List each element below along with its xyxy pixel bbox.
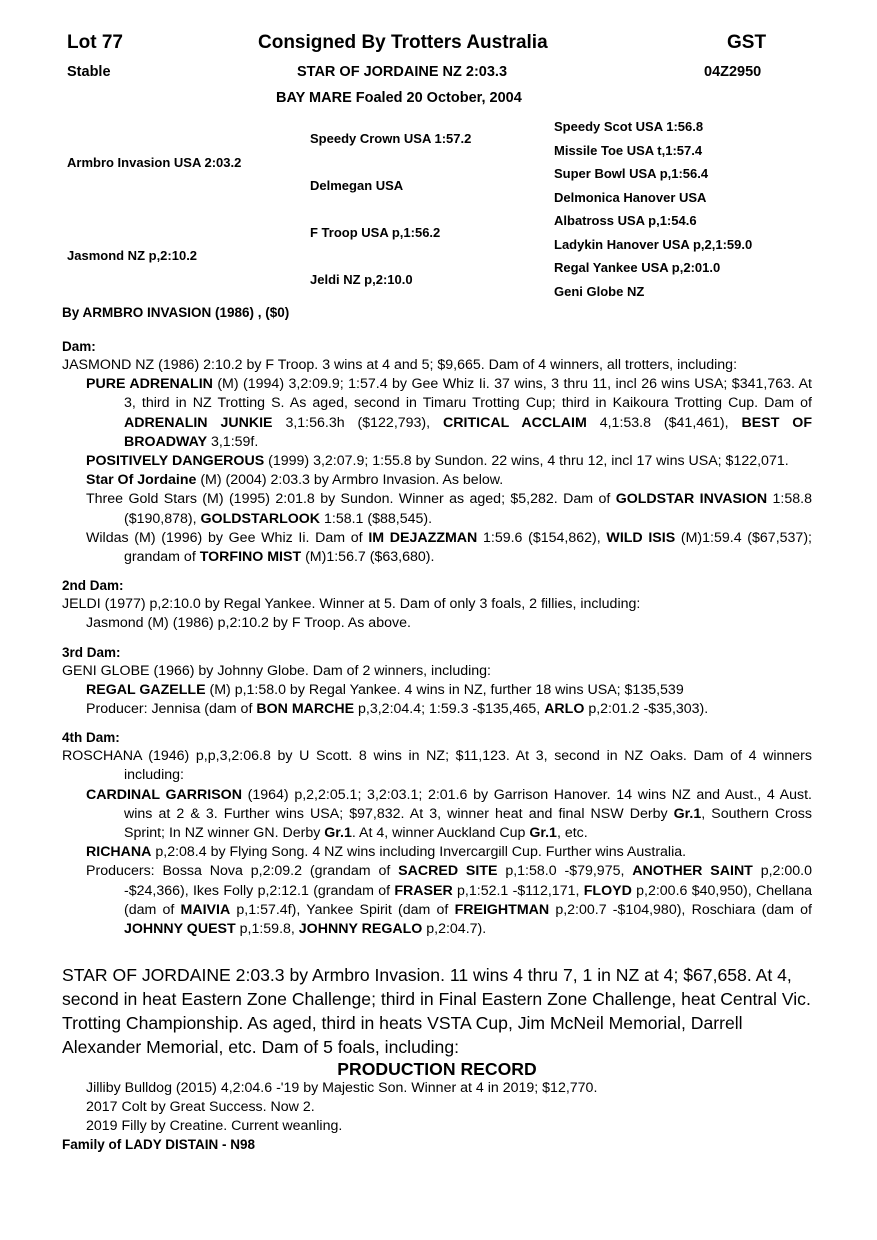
second-dam-heading: 2nd Dam:: [62, 578, 124, 594]
gst-label: GST: [727, 32, 767, 53]
pedigree-dam-dam: Jeldi NZ p,2:10.0: [310, 272, 413, 287]
consignor: Consigned By Trotters Australia: [258, 32, 548, 53]
pedigree-sire: Armbro Invasion USA 2:03.2: [67, 155, 242, 170]
dam-intro: JASMOND NZ (1986) 2:10.2 by F Troop. 3 wins at 4 and 5; $9,665. Dam of 4 winners, all trotters, including:: [62, 357, 738, 373]
pedigree-gen3: Speedy Scot USA 1:56.8: [554, 119, 704, 134]
horse-id: 04Z2950: [704, 64, 762, 80]
horse-name: CARDINAL GARRISON: [86, 786, 242, 803]
dam-entry: Three Gold Stars (M) (1995) 2:01.8 by Sundon. Winner as aged; $5,282. Dam of GOLDSTAR INVASION 1:58.8 ($190,878), GOLDSTARLOOK 1:58.1 ($88,545).: [86, 491, 812, 527]
fourth-dam-entry: CARDINAL GARRISON (1964) p,2,2:05.1; 3,2:03.1; 2:01.6 by Garrison Hanover. 14 wins NZ and Aust., 4 Aust. wins at 2 & 3. Further wins USA; $97,832. At 3, winner heat and final NSW Derby Gr.1, Southern Cross Sprint; In NZ winner GN. Derby Gr.1. At 4, winner Auckland Cup Gr.1, etc.: [86, 786, 812, 842]
lot-number: Lot 77: [67, 32, 123, 53]
third-dam-entry: REGAL GAZELLE (M) p,1:58.0 by Regal Yankee. 4 wins in NZ, further 18 wins USA; $135,539: [86, 681, 684, 698]
pedigree-sire-sire: Speedy Crown USA 1:57.2: [310, 131, 472, 146]
stable-label: Stable: [67, 64, 111, 80]
dam-entry: Star Of Jordaine (M) (2004) 2:03.3 by Armbro Invasion. As below.: [86, 472, 504, 489]
second-dam-entry: Jasmond (M) (1986) p,2:10.2 by F Troop. As above.: [86, 615, 411, 632]
production-item: 2019 Filly by Creatine. Current weanling.: [86, 1118, 343, 1134]
horse-name: REGAL GAZELLE: [86, 681, 206, 698]
second-dam-intro: JELDI (1977) p,2:10.0 by Regal Yankee. Winner at 5. Dam of only 3 foals, 2 fillies, including:: [62, 596, 641, 613]
pedigree-gen3: Super Bowl USA p,1:56.4: [554, 166, 709, 181]
dam-entry: Wildas (M) (1996) by Gee Whiz Ii. Dam of IM DEJAZZMAN 1:59.6 ($154,862), WILD ISIS (M)1:59.4 ($67,537); grandam of TORFINO MIST (M)1:56.7 ($63,680).: [86, 529, 812, 566]
production-item: 2017 Colt by Great Success. Now 2.: [86, 1099, 315, 1115]
fourth-dam-entry: RICHANA p,2:08.4 by Flying Song. 4 NZ wins including Invercargill Cup. Further wins Australia.: [86, 844, 687, 861]
pedigree-gen3: Albatross USA p,1:54.6: [554, 213, 697, 228]
third-dam-entry: Producer: Jennisa (dam of BON MARCHE p,3,2:04.4; 1:59.3 -$135,465, ARLO p,2:01.2 -$35,303).: [86, 701, 709, 718]
production-item: Jilliby Bulldog (2015) 4,2:04.6 -'19 by Majestic Son. Winner at 4 in 2019; $12,770.: [86, 1080, 598, 1096]
pedigree-dam-sire: F Troop USA p,1:56.2: [310, 225, 441, 240]
pedigree-sire-dam: Delmegan USA: [310, 178, 404, 193]
horse-name: Star Of Jordaine: [86, 472, 197, 489]
third-dam-heading: 3rd Dam:: [62, 644, 121, 660]
dam-heading: Dam:: [62, 339, 96, 354]
pedigree-dam: Jasmond NZ p,2:10.2: [67, 248, 198, 263]
horse-description: BAY MARE Foaled 20 October, 2004: [276, 90, 522, 106]
dam-entry: PURE ADRENALIN (M) (1994) 3,2:09.9; 1:57.4 by Gee Whiz Ii. 37 wins, 3 thru 11, incl 26 wins USA; $341,763. At 3, third in NZ Trotting S. As aged, second in Timaru Trotting Cup; third in Kaikoura Trotting Cup. Dam of ADRENALIN JUNKIE 3,1:56.3h ($122,793), CRITICAL ACCLAIM 4,1:53.8 ($41,461), BEST OF BROADWAY 3,1:59f.: [86, 376, 812, 450]
horse-name: RICHANA: [86, 844, 152, 861]
third-dam-intro: GENI GLOBE (1966) by Johnny Globe. Dam of 2 winners, including:: [62, 662, 491, 679]
fourth-dam-entry: Producers: Bossa Nova p,2:09.2 (grandam of SACRED SITE p,1:58.0 -$79,975, ANOTHER SAINT p,2:00.0 -$24,366), Ikes Folly p,2:12.1 (grandam of FRASER p,1:52.1 -$112,171, FLOYD p,2:00.6 $40,950), Chellana (dam of MAIVIA p,1:57.4f), Yankee Spirit (dam of FREIGHTMAN p,2:00.7 -$104,980), Roschiara (dam of JOHNNY QUEST p,1:59.8, JOHNNY REGALO p,2:04.7).: [86, 863, 812, 938]
fourth-dam-intro: ROSCHANA (1946) p,p,3,2:06.8 by U Scott. 8 wins in NZ; $11,123. At 3, second in NZ Oaks. Dam of 4 winners including:: [62, 748, 812, 784]
race-record-summary: [62, 963, 822, 1079]
sire-line: By ARMBRO INVASION (1986) , ($0): [62, 305, 290, 320]
horse-name: STAR OF JORDAINE NZ 2:03.3: [297, 64, 508, 80]
fourth-dam-heading: 4th Dam:: [62, 730, 120, 746]
horse-name: PURE ADRENALIN: [86, 376, 213, 393]
pedigree-gen3: Missile Toe USA t,1:57.4: [554, 143, 703, 158]
race-record-text: STAR OF JORDAINE 2:03.3 by Armbro Invasion. 11 wins 4 thru 7, 1 in NZ at 4; $67,658. At 4, second in heat Eastern Zone Challenge; third in Final Eastern Zone Challenge, heat Central Vic. Trotting Championship. As aged, third in heats VSTA Cup, Jim McNeil Memorial, Darrell Alexander Memorial, etc. Dam of 5 foals, including:: [62, 965, 811, 1057]
production-record-heading: PRODUCTION RECORD: [337, 1059, 537, 1079]
family-line: Family of LADY DISTAIN - N98: [62, 1137, 256, 1152]
pedigree-gen3: Regal Yankee USA p,2:01.0: [554, 260, 721, 275]
pedigree-gen3: Delmonica Hanover USA: [554, 190, 707, 205]
production-record-list: [86, 1079, 597, 1136]
horse-name: POSITIVELY DANGEROUS: [86, 453, 265, 470]
pedigree-gen3: Ladykin Hanover USA p,2,1:59.0: [554, 237, 753, 252]
pedigree-gen3: Geni Globe NZ: [554, 284, 645, 299]
maternal-family: [62, 330, 812, 939]
dam-entry: POSITIVELY DANGEROUS (1999) 3,2:07.9; 1:55.8 by Sundon. 22 wins, 4 thru 12, incl 17 wins USA; $122,071.: [86, 453, 789, 470]
